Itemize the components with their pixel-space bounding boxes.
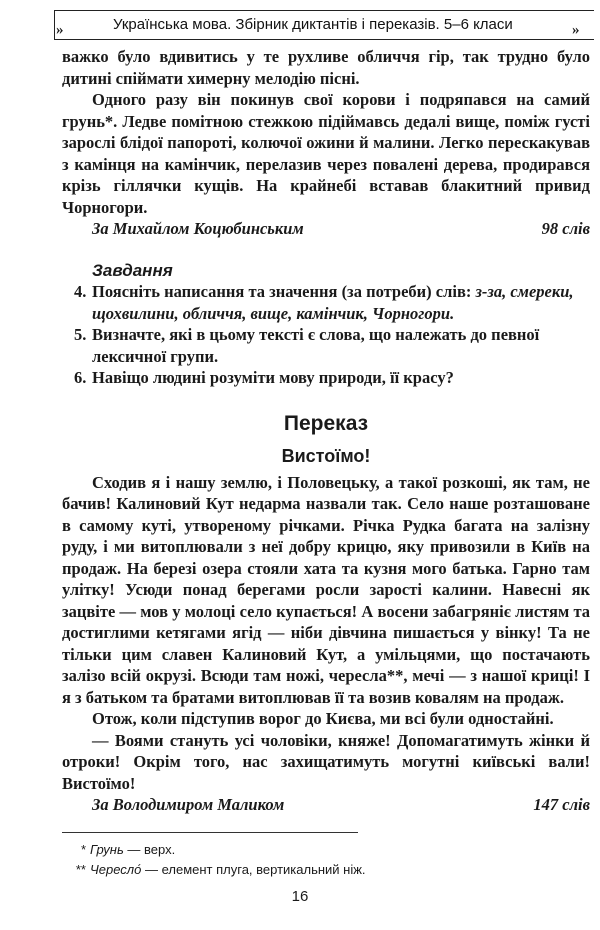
footnote-mark: ** [75, 862, 86, 877]
task-number: 5. [74, 325, 87, 344]
footnote [62, 860, 562, 880]
header-right-mark: » [572, 22, 580, 38]
footnote-definition: — елемент плуга, вертикальний ніж. [141, 862, 366, 877]
footnote-term: Чересло́ [90, 862, 142, 877]
header-left-mark: » [56, 22, 64, 38]
dictation-byline [62, 218, 590, 240]
story-word-count: 147 слів [533, 795, 590, 814]
page-number: 16 [291, 888, 309, 905]
section-title: Переказ [283, 411, 369, 435]
dictation-word-count: 98 слів [541, 219, 590, 238]
story-paragraph: Сходив я і нашу землю, і Половецьку, а такої розкоші, як там, не бачив! Калиновий Кут недарма назвали так. Село наше розташоване в самому куті, утвореному річками. Річка Рудка багата на залізну руду, і ми витоплювали з неї добру крицю, яку привозили в Київ на продаж. На березі озера стояли хата та кузня мого батька. Гарно там улітку! Усюди понад берегами росли зарості калини. Навесні як зацвіте — мов у молоці село купається! А восени забагряніє листям та достиглими кетягами ягід — ніби дівчина пишається у вінку! Та не тільки цим славен Калиновий Кут, а умільцями, що постачають залізо всій окрузі. Всюди там ножі, чересла**, мечі — з нашої криці! І я з батьком та братами витоплював її та возив ковалям на продаж. [62, 472, 590, 707]
story-paragraph: — Воями стануть усі чоловіки, княже! Допомагатимуть жінки й отроки! Окрім того, нас захищатимуть могутні київські вали! Вистоїмо! [62, 730, 590, 793]
page-content [62, 46, 590, 816]
story-byline [62, 794, 590, 816]
task-text: Навіщо людині розуміти мову природи, її красу? [92, 368, 454, 387]
footnote [62, 840, 562, 860]
task-text: Поясніть написання та значення (за потреби) слів: [92, 282, 476, 301]
task-number: 6. [74, 368, 87, 387]
footnotes [62, 840, 562, 880]
task-number: 4. [74, 282, 87, 301]
task-words: з-за, смереки, щохвилини, обличчя, вище, камінчик, Чорногори. [92, 282, 574, 323]
task-item [62, 281, 590, 324]
dictation-paragraph: Одного разу він покинув свої корови і подряпався на самий грунь*. Ледве помітною стежкою підіймавсь дедалі вище, поміж густі зарослі блідої папороті, колючої ожини й малини. Легко перескакував з камінця на камінчик, перелазив через повалені дерева, продирався крізь гіллячки кущів. На крайнебі вставав блакитний привид Чорногори. [62, 90, 590, 217]
story-paragraph: Отож, коли підступив ворог до Києва, ми всі були одностайні. [92, 709, 554, 728]
footnote-term: Грунь [90, 842, 124, 857]
tasks-heading: Завдання [92, 260, 173, 280]
story-title: Вистоїмо! [281, 446, 371, 466]
footnote-mark: * [80, 842, 86, 857]
task-text: Визначте, які в цьому тексті є слова, що належать до певної лексичної групи. [92, 325, 540, 366]
story-author: За Володимиром Маликом [92, 795, 285, 814]
footnote-definition: — верх. [123, 842, 176, 857]
dictation-paragraph: важко було вдивитись у те рухливе обличчя гір, так трудно було дитині спіймати химерну мелодію пісні. [62, 47, 590, 88]
header-title: Українська мова. Збірник диктантів і переказів. 5–6 класи [113, 16, 513, 33]
running-header [54, 10, 594, 40]
task-item [62, 324, 590, 367]
task-item [62, 367, 590, 389]
footnote-divider [62, 832, 358, 833]
dictation-author: За Михайлом Коцюбинським [92, 219, 304, 238]
